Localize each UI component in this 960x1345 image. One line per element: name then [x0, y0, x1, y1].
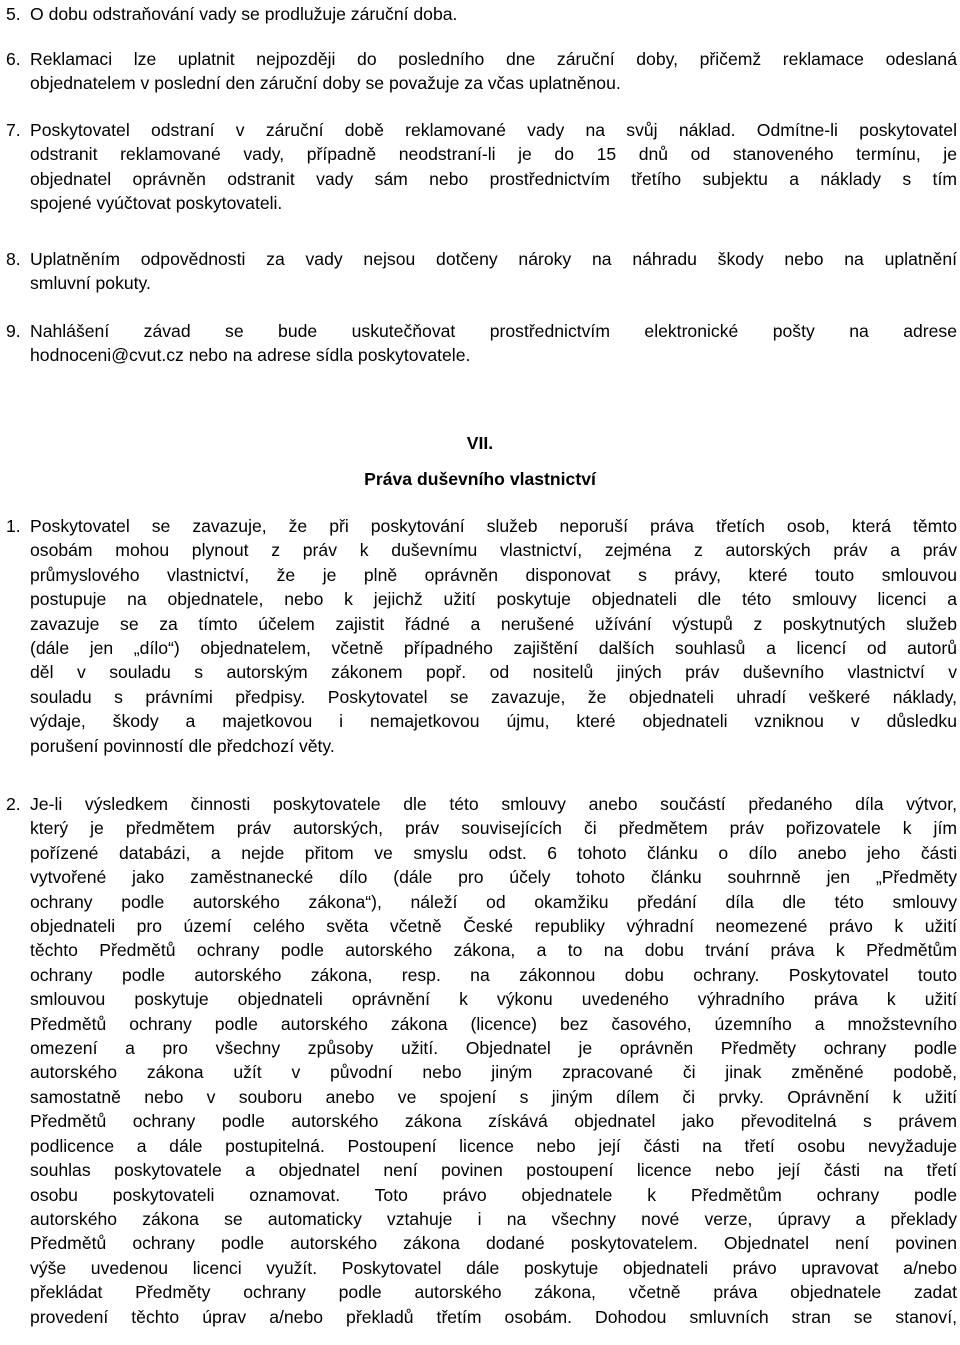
- section-title: Práva duševního vlastnictví: [364, 469, 596, 489]
- list-item-6: [6, 47, 957, 97]
- article-1: [6, 514, 957, 764]
- item-text: Nahlášení závad se bude uskutečňovat prostřednictvím elektronické pošty na adrese hodnoceni@cvut.cz nebo na adrese sídla poskytovatele.: [30, 321, 957, 366]
- item-text: O dobu odstraňování vady se prodlužuje záruční doba.: [30, 4, 458, 24]
- list-item-7: [6, 118, 957, 218]
- item-number: 9.: [6, 321, 21, 341]
- article-text: Je-li výsledkem činnosti poskytovatele dle této smlouvy anebo součástí předaného díla výtvor, který je předmětem práv autorských, práv souvisejících či předmětem práv pořizovatele k jím pořízené databázi, a nejde přitom ve smyslu odst. 6 tohoto článku o dílo anebo jeho části vytvořené jako zaměstnanecké dílo (dále pro účely tohoto článku souhrnně jen „Předměty ochrany podle autorského zákona“), náleží od okamžiku předání díla dle této smlouvy objednateli pro území celého světa včetně České republiky výhradní neomezené právo k užití těchto Předmětů ochrany podle autorského zákona, a to na dobu trvání práva k Předmětům ochrany podle autorského zákona, resp. na zákonnou dobu ochrany. Poskytovatel touto smlouvou poskytuje objednateli oprávnění k výkonu uvedeného výhradního práva k užití Předmětů ochrany podle autorského zákona (licence) bez časového, územního a množstevního omezení a pro všechny způsoby užití. Objednatel je oprávněn Předměty ochrany podle autorského zákona užít v původní nebo jiným zpracované či jinak změněné podobě, samostatně nebo v souboru anebo ve spojení s jiným dílem či prvky. Oprávnění k užití Předmětů ochrany podle autorského zákona získává objednatel jako převoditelná s právem podlicence a dále postupitelná. Postoupení licence nebo její části na třetí osobu nevyžaduje souhlas poskytovatele a objednatel není povinen postoupení licence nebo její části na třetí osobu poskytovateli oznamovat. Toto právo objednatele k Předmětům ochrany podle autorského zákona se automaticky vztahuje i na všechny nové verze, úpravy a překlady Předmětů ochrany podle autorského zákona dodané poskytovatelem. Objednatel není povinen výše uvedenou licenci využít. Poskytovatel dále poskytuje objednateli právo upravovat a/nebo překládat Předměty ochrany podle autorského zákona, včetně práva objednatele zadat provedení těchto úprav a/nebo překladů třetím osobám. Dohodou smluvních stran se stanoví,: [30, 794, 957, 1327]
- article-number: 2.: [6, 794, 21, 814]
- list-item-9: [6, 319, 957, 369]
- article-2: [6, 792, 957, 1337]
- item-number: 8.: [6, 249, 21, 269]
- article-number: 1.: [6, 516, 21, 536]
- item-number: 5.: [6, 4, 21, 24]
- list-item-5: [6, 2, 957, 26]
- section-number: VII.: [466, 433, 494, 453]
- item-number: 7.: [6, 120, 21, 140]
- item-number: 6.: [6, 49, 21, 69]
- list-item-8: [6, 247, 957, 297]
- item-text: Poskytovatel odstraní v záruční době reklamované vady na svůj náklad. Odmítne-li poskytovatel odstranit reklamované vady, případně neodstraní-li je do 15 dnů od stanoveného termínu, je objednatel oprávněn odstranit vady sám nebo prostřednictvím třetího subjektu a náklady s tím spojené vyúčtovat poskytovateli.: [30, 120, 957, 214]
- item-text: Reklamaci lze uplatnit nejpozději do posledního dne záruční doby, přičemž reklamace odeslaná objednatelem v poslední den záruční doby se považuje za včas uplatněnou.: [30, 49, 957, 94]
- item-text: Uplatněním odpovědnosti za vady nejsou dotčeny nároky na náhradu škody nebo na uplatnění smluvní pokuty.: [30, 249, 957, 294]
- article-text: Poskytovatel se zavazuje, že při poskytování služeb neporuší práva třetích osob, která těmto osobám mohou plynout z práv k duševnímu vlastnictví, zejména z autorských práv a práv průmyslového vlastnictví, že je plně oprávněn disponovat s právy, které touto smlouvou postupuje na objednatele, nebo k jejichž užití poskytuje objednateli dle této smlouvy licenci a zavazuje se za tímto účelem zajistit řádné a nerušené užívání výstupů z poskytnutých služeb (dále jen „dílo“) objednatelem, včetně případného zajištění dalších souhlasů a licencí od autorů děl v souladu s autorským zákonem popř. od nositelů jiných práv duševního vlastnictví v souladu s právními předpisy. Poskytovatel se zavazuje, že objednateli uhradí veškeré náklady, výdaje, škody a majetkovou i nemajetkovou újmu, které objednateli vzniknou v důsledku porušení povinností dle předchozí věty.: [30, 516, 957, 756]
